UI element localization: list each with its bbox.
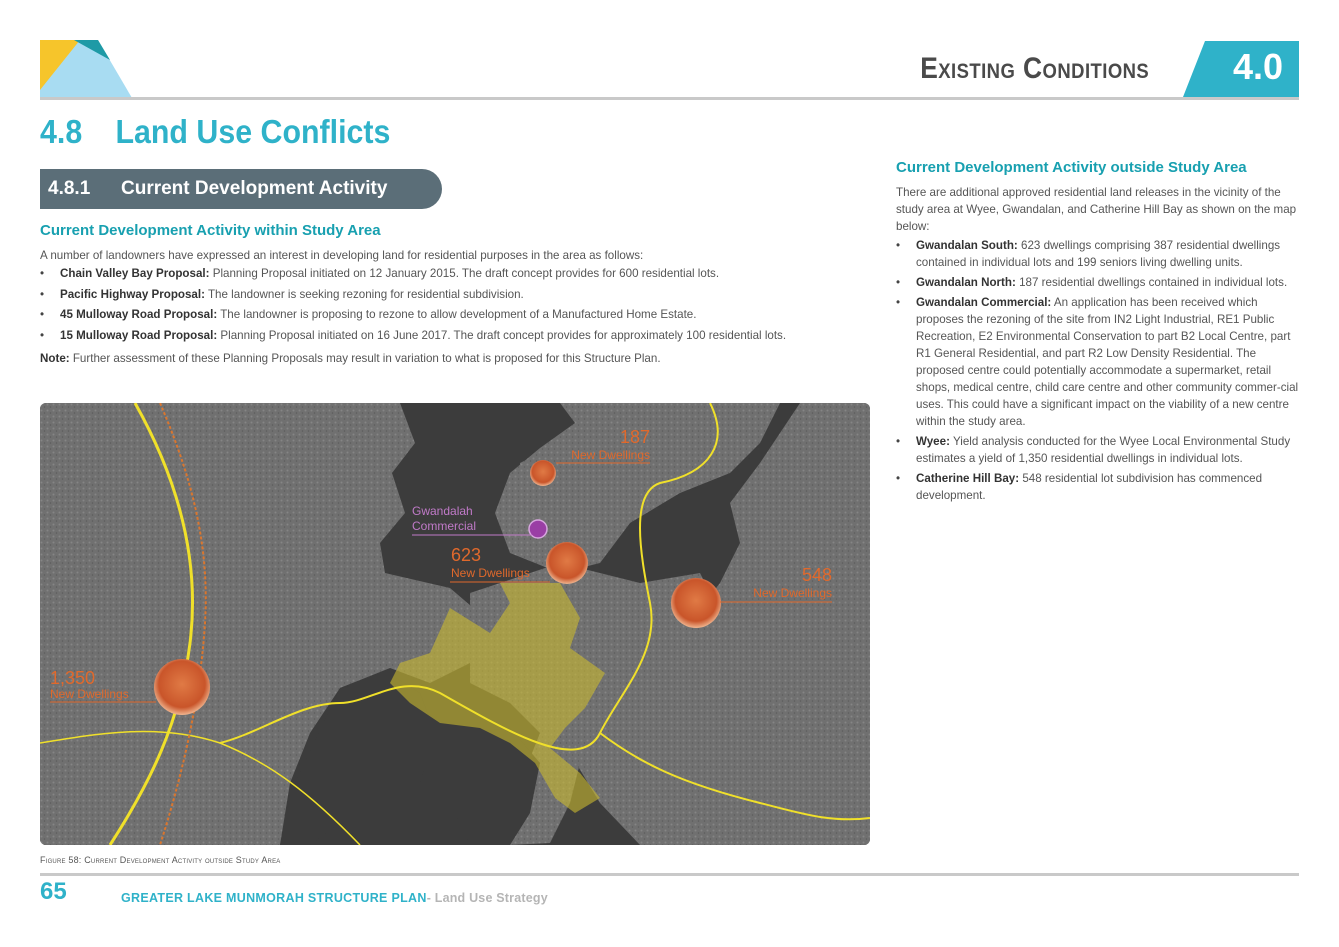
header-rule <box>40 97 1299 100</box>
subheading-bar <box>40 169 442 209</box>
list-item <box>896 470 1300 504</box>
item-text: Planning Proposal initiated on 16 June 2017. The draft concept provides for approximately 100 residential lots. <box>217 328 787 342</box>
within-study-area-intro: A number of landowners have expressed an interest in developing land for residential purposes in the area as follows: <box>40 249 644 262</box>
item-text: Yield analysis conducted for the Wyee Local Environmental Study estimates a yield of 1,350 residential dwellings in individual lots. <box>916 435 1291 465</box>
document-subtitle: - Land Use Strategy <box>426 891 548 905</box>
section-title: Existing Conditions <box>920 52 1149 85</box>
bubble-wyee <box>154 659 210 715</box>
development-activity-map <box>40 403 870 845</box>
list-item <box>40 286 860 303</box>
note-label: Note: <box>40 352 70 365</box>
commercial-label-1: Gwandalah <box>412 504 473 518</box>
outside-study-area-heading: Current Development Activity outside Study Area <box>896 159 1247 176</box>
item-label: Gwandalan Commercial: <box>916 296 1052 309</box>
heading-title: Land Use Conflicts <box>115 113 391 150</box>
footer-rule <box>40 873 1299 876</box>
item-label: Catherine Hill Bay: <box>916 472 1020 485</box>
bubble-chb <box>671 578 721 628</box>
south-count: 623 <box>451 545 482 565</box>
list-item <box>896 433 1300 467</box>
item-text: The landowner is seeking rezoning for residential subdivision. <box>204 287 524 301</box>
list-item <box>40 265 860 282</box>
north-caption: New Dwellings <box>571 448 650 462</box>
document-title: GREATER LAKE MUNMORAH STRUCTURE PLAN <box>121 891 427 905</box>
outside-study-area-intro: There are additional approved residential land releases in the vicinity of the study area at Wyee, Gwandalan, and Catherine Hill Bay as shown on the map below: <box>896 186 1297 233</box>
within-study-area-list <box>40 265 860 347</box>
item-text: The landowner is proposing to rezone to allow development of a Manufactured Home Estate. <box>217 308 697 321</box>
bubble-north <box>530 460 556 486</box>
commercial-label-2: Commercial <box>412 519 477 533</box>
figure-caption: Figure 58: Current Development Activity outside Study Area <box>40 855 281 865</box>
section-number: 4.0 <box>1232 46 1284 87</box>
item-text: 548 residential lot subdivision has commenced development. <box>916 472 1263 502</box>
item-label: Pacific Highway Proposal: <box>60 287 205 301</box>
chb-count: 548 <box>801 565 832 585</box>
within-study-area-heading: Current Development Activity within Study Area <box>40 222 381 239</box>
note-paragraph <box>40 350 860 367</box>
list-item <box>896 274 1300 291</box>
item-label: Chain Valley Bay Proposal: <box>60 267 210 280</box>
list-item <box>40 306 860 323</box>
outside-study-area-list <box>896 237 1300 507</box>
wyee-count: 1,350 <box>50 668 96 688</box>
list-item <box>40 327 860 344</box>
list-item <box>896 237 1300 271</box>
chb-caption: New Dwellings <box>753 586 832 600</box>
item-label: 15 Mulloway Road Proposal: <box>60 328 218 342</box>
logo-graphic <box>40 40 132 98</box>
wyee-caption: New Dwellings <box>50 687 129 701</box>
south-caption: New Dwellings <box>451 566 530 580</box>
subheading-title: Current Development Activity <box>121 178 388 199</box>
item-label: 45 Mulloway Road Proposal: <box>60 308 218 321</box>
page-number: 65 <box>40 878 67 905</box>
item-text: An application has been received which proposes the rezoning of the site from IN2 Light Industrial, RE1 Public Recreation, E2 Environmental Conservation to part B2 Local Centre, part R1 General Residential, and part R2 Low Density Residential. The proposed centre could potentially accommodate a supermarket, retail shops, medical centre, child care centre and other community commer-cial uses. This could have a significant impact on the viability of a new centre within the study area. <box>916 296 1299 428</box>
item-label: Gwandalan North: <box>916 276 1016 289</box>
item-label: Gwandalan South: <box>916 239 1018 252</box>
item-label: Wyee: <box>916 435 950 448</box>
heading-number: 4.8 <box>40 113 83 150</box>
bubble-south <box>546 542 588 584</box>
subheading-number: 4.8.1 <box>48 178 91 199</box>
item-text: 187 residential dwellings contained in individual lots. <box>1015 276 1288 289</box>
north-count: 187 <box>619 427 650 447</box>
note-text: Further assessment of these Planning Proposals may result in variation to what is proposed for this Structure Plan. <box>69 352 661 365</box>
item-text: 623 dwellings comprising 387 residential dwellings contained in individual lots and 199 seniors living dwelling units. <box>916 239 1281 269</box>
item-text: Planning Proposal initiated on 12 January 2015. The draft concept provides for 600 residential lots. <box>209 267 720 280</box>
list-item <box>896 294 1300 430</box>
page-heading <box>40 113 390 151</box>
footer-title <box>121 891 548 905</box>
